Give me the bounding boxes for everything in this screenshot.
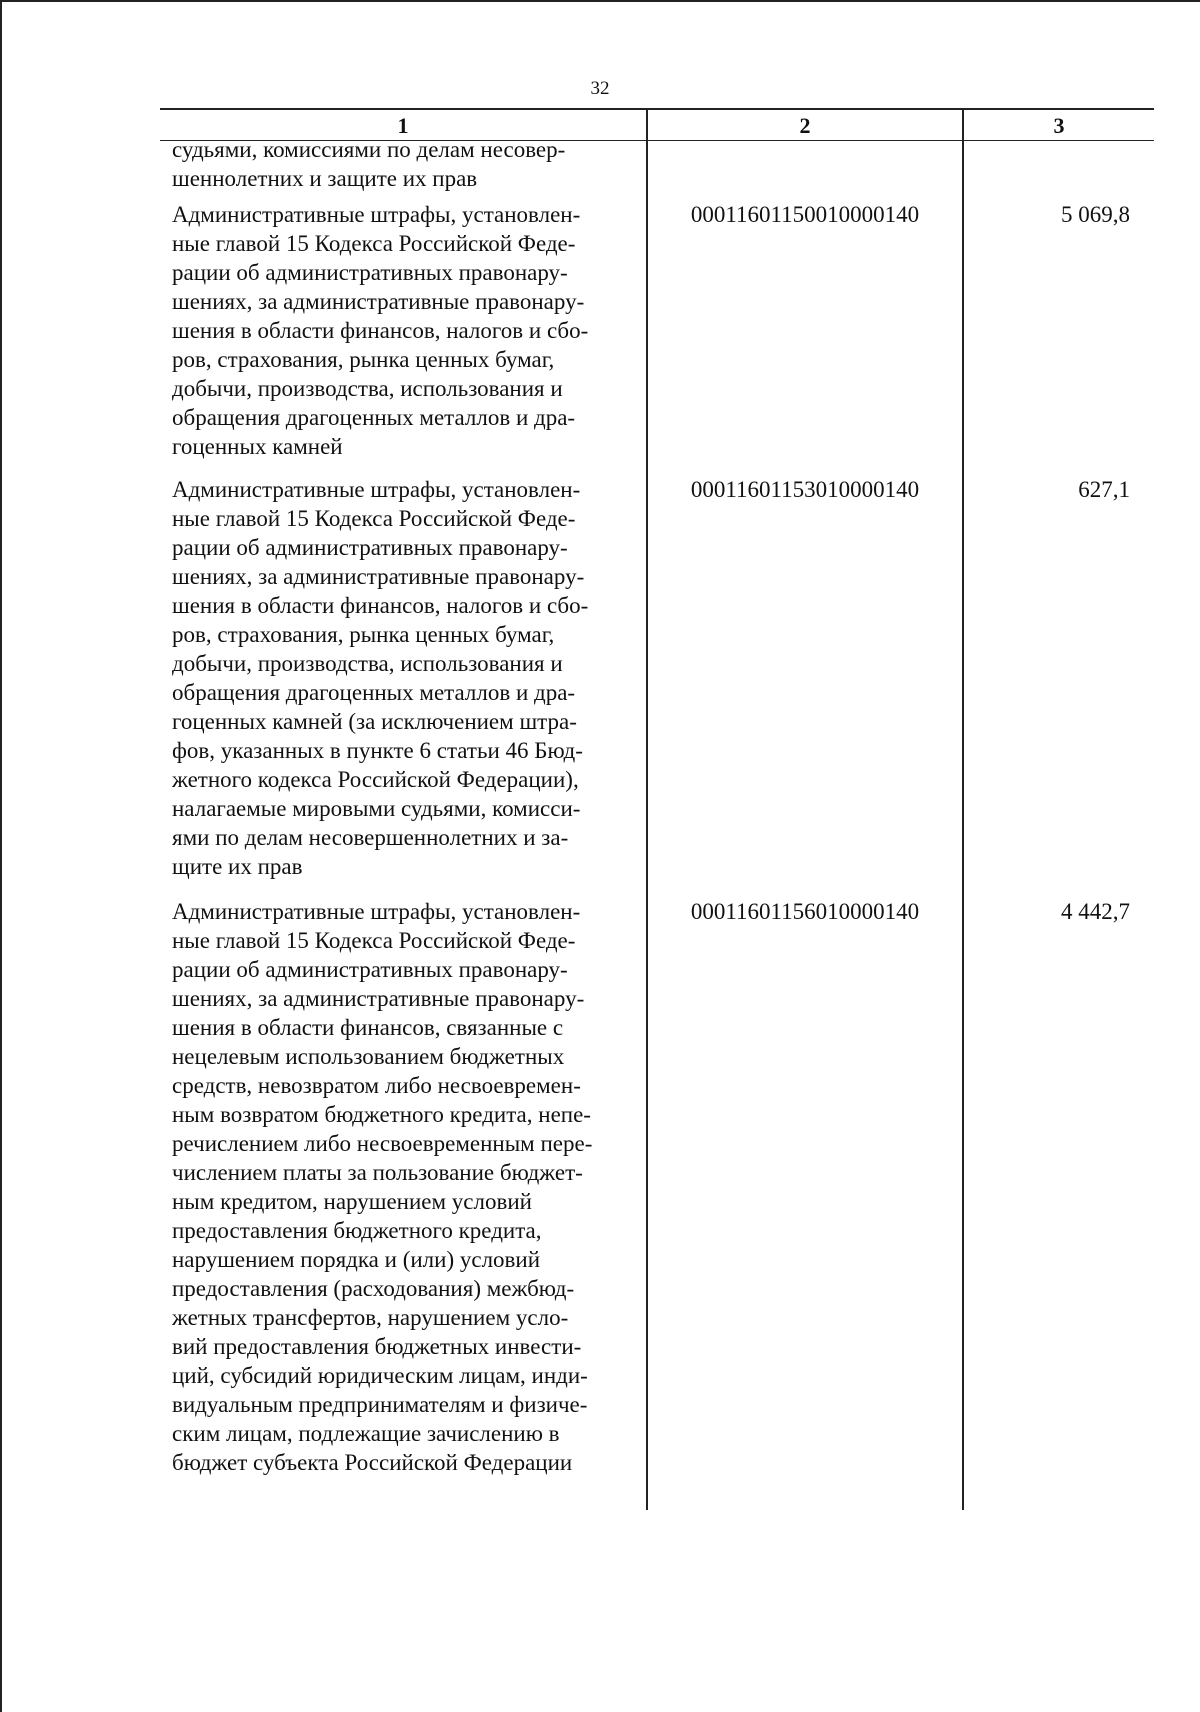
header-col-3: 3 — [1053, 113, 1065, 138]
header-col-1: 1 — [397, 113, 409, 138]
row-amount: 627,1 — [1078, 477, 1130, 502]
row-amount: 4 442,7 — [1061, 899, 1130, 924]
scan-edge-left — [0, 0, 2, 1712]
scan-edge-top — [0, 0, 1200, 2]
page-number: 32 — [590, 78, 610, 99]
row-description: судьями, комиссиями по делам несовер- шеннолетних и защите их прав — [172, 137, 566, 191]
row-description: Административные штрафы, установлен- ные главой 15 Кодекса Российской Феде- рации об административных правонару- шениях, за административные правонару- шения в области финансов, налогов и сбо- ров, страхования, рынка ценных бумаг, добычи, производства, использования и обращения драгоценных металлов и дра- гоценных камней (за исключением штра- фов, указанных в пункте 6 статьи 46 Бюд- жетного кодекса Российской Федерации), налагаемые мировыми судьями, комисси- ями по делам несовершеннолетних и за- щите их прав — [172, 477, 589, 879]
column-divider-2 — [962, 110, 964, 1510]
row-code: 00011601153010000140 — [690, 477, 920, 502]
row-description: Административные штрафы, установлен- ные главой 15 Кодекса Российской Феде- рации об административных правонару- шениях, за административные правонару- шения в области финансов, налогов и сбо- ров, страхования, рынка ценных бумаг, добычи, производства, использования и обращения драгоценных металлов и дра- гоценных камней — [172, 202, 589, 459]
row-amount: 5 069,8 — [1061, 202, 1130, 227]
row-code: 00011601156010000140 — [690, 899, 920, 924]
header-col-2: 2 — [799, 113, 811, 138]
row-description: Административные штрафы, установлен- ные главой 15 Кодекса Российской Феде- рации об административных правонару- шениях, за административные правонару- шения в области финансов, связанные с нецелевым использованием бюджетных средств, невозвратом либо несвоевремен- ным возвратом бюджетного кредита, непе- речислением либо несвоевременным пере- числением платы за пользование бюджет- ным кредитом, нарушением условий предоставления бюджетного кредита, нарушением порядка и (или) условий предоставления (расходования) межбюд- жетных трансфертов, нарушением усло- вий предоставления бюджетных инвести- ций, субсидий юридическим лицам, инди- видуальным предпринимателям и физиче- ским лицам, подлежащие зачислению в бюджет субъекта Российской Федерации — [172, 899, 593, 1475]
row-code: 00011601150010000140 — [690, 202, 920, 227]
table-top-rule — [160, 108, 1154, 110]
revenue-table — [160, 108, 1154, 1510]
column-divider-1 — [646, 110, 648, 1510]
